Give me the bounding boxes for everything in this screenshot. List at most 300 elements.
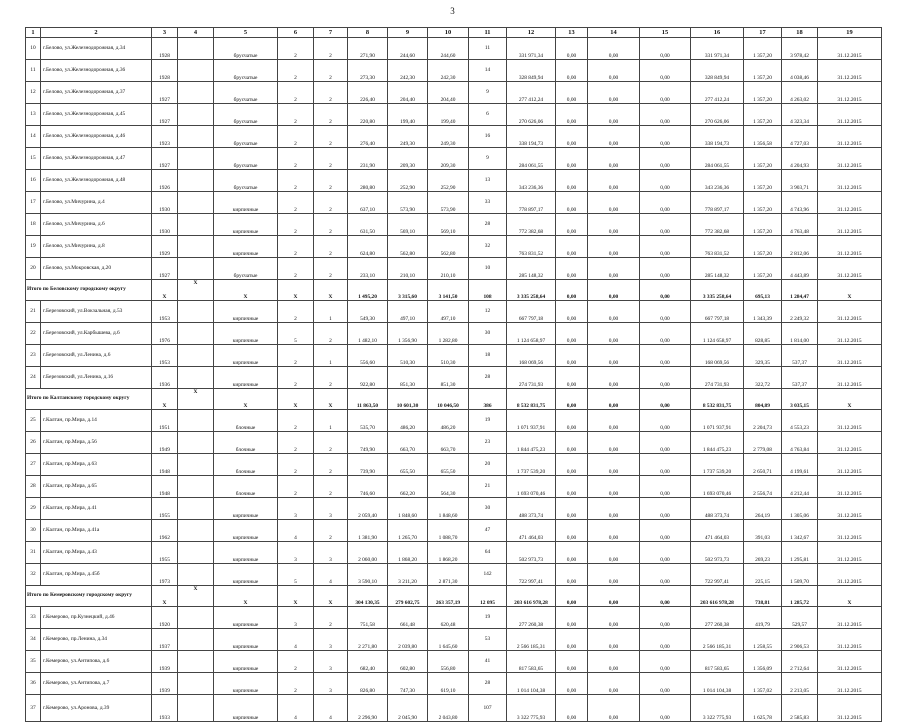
- address-cell: г.Белово, ул.Мичурина, д.6: [41, 214, 152, 236]
- table-row: [26, 258, 882, 280]
- table-cell: 252,90: [428, 170, 469, 192]
- table-cell: 1 071 937,91: [691, 410, 744, 432]
- table-cell: 2 213,05: [782, 673, 818, 695]
- table-cell: 210,10: [388, 258, 428, 280]
- table-cell: 695,13: [744, 280, 782, 301]
- table-cell: 3 315,60: [388, 280, 428, 301]
- table-cell: 2: [314, 520, 348, 542]
- table-cell: 0,00: [640, 586, 691, 607]
- table-cell: 2 712,64: [782, 651, 818, 673]
- table-cell: 4 199,61: [782, 454, 818, 476]
- table-cell: 0,00: [588, 389, 640, 410]
- table-cell: 2: [314, 323, 348, 345]
- table-cell: 5: [278, 323, 314, 345]
- table-cell: 619,10: [428, 673, 469, 695]
- table-cell: 33: [26, 607, 41, 629]
- table-cell: 31.12.2015: [818, 126, 882, 148]
- table-cell: 31.12.2015: [818, 432, 882, 454]
- table-cell: X: [214, 280, 278, 301]
- table-cell: 10 046,50: [428, 389, 469, 410]
- table-cell: 209,30: [428, 148, 469, 170]
- table-cell: 204,40: [428, 82, 469, 104]
- table-cell: 1953: [152, 345, 178, 367]
- table-cell: 0,00: [640, 345, 691, 367]
- table-cell: 471 464,03: [507, 520, 556, 542]
- table-cell: 0,00: [588, 476, 640, 498]
- table-cell: 4 443,89: [782, 258, 818, 280]
- table-cell: 285 148,32: [507, 258, 556, 280]
- table-row: [26, 345, 882, 367]
- table-cell: X: [818, 280, 882, 301]
- table-cell: 0,00: [640, 564, 691, 586]
- table-cell: 3 335 258,64: [691, 280, 744, 301]
- table-cell: 4: [314, 695, 348, 722]
- table-cell: 0,00: [588, 695, 640, 722]
- table-cell: 2: [278, 104, 314, 126]
- table-cell: 0,00: [556, 432, 588, 454]
- table-cell: 2 556,74: [744, 476, 782, 498]
- table-cell: 0,00: [556, 586, 588, 607]
- table-cell: 0,00: [556, 476, 588, 498]
- table-row: [26, 454, 882, 476]
- table-cell: 0,00: [640, 410, 691, 432]
- table-row: [26, 607, 882, 629]
- column-header: 2: [41, 28, 152, 38]
- table-cell: 0,00: [640, 607, 691, 629]
- table-cell: 11: [469, 38, 507, 60]
- table-cell: 31.12.2015: [818, 258, 882, 280]
- table-row: [26, 323, 882, 345]
- page-number: 3: [450, 6, 455, 16]
- address-cell: г.Белово, ул.Мичурина, д.4: [41, 192, 152, 214]
- table-cell: 4 204,93: [782, 148, 818, 170]
- table-cell: 2: [314, 170, 348, 192]
- table-row: [26, 520, 882, 542]
- table-cell: 0,00: [588, 607, 640, 629]
- table-cell: 0,00: [588, 542, 640, 564]
- table-cell: 249,30: [388, 126, 428, 148]
- table-cell: 763 831,52: [507, 236, 556, 258]
- table-cell: 486,20: [388, 410, 428, 432]
- table-cell: 244,60: [428, 38, 469, 60]
- table-cell: 1 693 070,46: [691, 476, 744, 498]
- table-cell: 277 260,38: [691, 607, 744, 629]
- table-cell: 273,30: [348, 60, 388, 82]
- table-row: [26, 410, 882, 432]
- table-cell: 556,80: [428, 651, 469, 673]
- table-cell: 662,20: [388, 476, 428, 498]
- table-cell: 0,00: [556, 192, 588, 214]
- table-cell: 602,80: [388, 651, 428, 673]
- table-cell: 556,60: [348, 345, 388, 367]
- table-cell: 722 997,41: [691, 564, 744, 586]
- table-cell: 2: [314, 258, 348, 280]
- address-cell: г.Кемерово, ул.Ароновa, д.39: [41, 695, 152, 722]
- column-header: 16: [691, 28, 744, 38]
- table-cell: 0,00: [588, 301, 640, 323]
- table-cell: 1 645,60: [428, 629, 469, 651]
- table-cell: 0,00: [556, 126, 588, 148]
- table-cell: 31.12.2015: [818, 629, 882, 651]
- table-cell: 0,00: [588, 170, 640, 192]
- table-cell: 322,72: [744, 367, 782, 389]
- table-cell: 4 553,23: [782, 410, 818, 432]
- table-cell: 1 844 475,23: [507, 432, 556, 454]
- table-row: [26, 301, 882, 323]
- table-cell: 2: [278, 214, 314, 236]
- column-header: 9: [388, 28, 428, 38]
- table-cell: 0,00: [640, 258, 691, 280]
- table-cell: 1 814,00: [782, 323, 818, 345]
- table-cell: 270 626,06: [507, 104, 556, 126]
- table-cell: 328 849,94: [507, 60, 556, 82]
- table-cell: 1: [314, 301, 348, 323]
- table-cell: 3 322 775,93: [507, 695, 556, 722]
- table-cell: 0,00: [556, 454, 588, 476]
- table-cell: 1949: [152, 432, 178, 454]
- table-cell: 210,10: [428, 258, 469, 280]
- table-cell: 0,00: [556, 542, 588, 564]
- table-cell: 2 566 185,31: [507, 629, 556, 651]
- table-cell: 1 356,09: [744, 651, 782, 673]
- table-cell: 0,00: [640, 82, 691, 104]
- address-cell: г.Кемерово, ул.Антипова, д.6: [41, 651, 152, 673]
- table-cell: 31.12.2015: [818, 607, 882, 629]
- table-cell: 31: [26, 542, 41, 564]
- table-cell: 2 812,06: [782, 236, 818, 258]
- table-cell: 562,80: [388, 236, 428, 258]
- table-cell: 1 357,02: [744, 673, 782, 695]
- table-cell: 2 039,80: [388, 629, 428, 651]
- table-cell: 28: [469, 214, 507, 236]
- address-cell: г.Белово, ул.Железнодорожная, д.34: [41, 38, 152, 60]
- table-row: [26, 192, 882, 214]
- table-cell: 1962: [152, 520, 178, 542]
- address-cell: г.Калтан, пр.Мира, д.63: [41, 454, 152, 476]
- table-cell: 31.12.2015: [818, 476, 882, 498]
- table-cell: 304 130,35: [348, 586, 388, 607]
- table-cell: 285 148,32: [691, 258, 744, 280]
- table-cell: 19: [26, 236, 41, 258]
- table-cell: 0,00: [588, 520, 640, 542]
- table-cell: 2: [314, 192, 348, 214]
- table-cell: 1928: [152, 60, 178, 82]
- table-cell: 0,00: [588, 432, 640, 454]
- table-cell: [178, 323, 214, 345]
- address-cell: г.Белово, ул.Железнодорожная, д.47: [41, 148, 152, 170]
- table-cell: 569,10: [388, 214, 428, 236]
- table-cell: брусчатые: [214, 104, 278, 126]
- table-cell: 502 973,73: [507, 542, 556, 564]
- column-header: 13: [556, 28, 588, 38]
- table-cell: 4 727,03: [782, 126, 818, 148]
- table-cell: X: [152, 586, 178, 607]
- table-cell: 53: [469, 629, 507, 651]
- table-cell: 0,00: [588, 629, 640, 651]
- table-row: [26, 432, 882, 454]
- table-cell: 1 509,70: [782, 564, 818, 586]
- table-cell: 738,81: [744, 586, 782, 607]
- address-cell: г.Березовский, ул.Вокзальная, д.53: [41, 301, 152, 323]
- table-cell: 28: [469, 673, 507, 695]
- table-cell: 851,30: [388, 367, 428, 389]
- table-cell: 19: [469, 410, 507, 432]
- table-cell: 1 844 475,23: [691, 432, 744, 454]
- table-cell: 0,00: [556, 170, 588, 192]
- table-cell: 1948: [152, 476, 178, 498]
- table-cell: 1939: [152, 651, 178, 673]
- table-cell: 1 482,10: [348, 323, 388, 345]
- table-cell: 1936: [152, 367, 178, 389]
- table-cell: 510,30: [428, 345, 469, 367]
- table-cell: 4 263,02: [782, 82, 818, 104]
- table-cell: 2: [278, 454, 314, 476]
- table-cell: 1 737 539,20: [691, 454, 744, 476]
- table-cell: 0,00: [588, 367, 640, 389]
- column-header: 10: [428, 28, 469, 38]
- table-row: [26, 60, 882, 82]
- table-cell: 12: [469, 301, 507, 323]
- table-cell: 19: [469, 607, 507, 629]
- table-cell: [178, 126, 214, 148]
- table-cell: 0,00: [588, 564, 640, 586]
- table-cell: кирпичные: [214, 323, 278, 345]
- table-cell: кирпичные: [214, 695, 278, 722]
- table-cell: 41: [469, 651, 507, 673]
- table-cell: 1 737 539,20: [507, 454, 556, 476]
- table-cell: 31.12.2015: [818, 564, 882, 586]
- table-cell: 0,00: [556, 629, 588, 651]
- table-cell: 31.12.2015: [818, 673, 882, 695]
- table-cell: 0,00: [588, 104, 640, 126]
- table-cell: [178, 236, 214, 258]
- table-cell: 338 194,73: [691, 126, 744, 148]
- table-cell: 0,00: [640, 432, 691, 454]
- table-cell: 1976: [152, 323, 178, 345]
- table-cell: 419,79: [744, 607, 782, 629]
- table-cell: кирпичные: [214, 214, 278, 236]
- table-cell: кирпичные: [214, 301, 278, 323]
- table-cell: 242,30: [388, 60, 428, 82]
- table-cell: 2: [278, 60, 314, 82]
- address-cell: г.Белово, ул.Железнодорожная, д.37: [41, 82, 152, 104]
- table-cell: 1 265,70: [388, 520, 428, 542]
- table-cell: 0,00: [640, 301, 691, 323]
- table-cell: 328 849,94: [691, 60, 744, 82]
- table-cell: 3: [278, 498, 314, 520]
- table-cell: 0,00: [556, 323, 588, 345]
- column-header: 11: [469, 28, 507, 38]
- table-cell: 0,00: [588, 410, 640, 432]
- table-cell: 0,00: [556, 236, 588, 258]
- table-row: [26, 126, 882, 148]
- table-cell: 624,80: [348, 236, 388, 258]
- table-cell: 0,00: [640, 673, 691, 695]
- table-cell: 535,70: [348, 410, 388, 432]
- table-cell: 1923: [152, 126, 178, 148]
- table-cell: 3 978,42: [782, 38, 818, 60]
- table-cell: 271,90: [348, 38, 388, 60]
- table-cell: 2: [278, 148, 314, 170]
- table-cell: 1 357,20: [744, 60, 782, 82]
- address-cell: г.Кемерово, ул.Антипова, д.7: [41, 673, 152, 695]
- table-cell: кирпичные: [214, 673, 278, 695]
- column-header: 15: [640, 28, 691, 38]
- table-cell: 31.12.2015: [818, 192, 882, 214]
- table-cell: X: [178, 586, 214, 607]
- table-cell: 279 602,75: [388, 586, 428, 607]
- table-cell: 1 014 104,38: [507, 673, 556, 695]
- table-cell: 2: [278, 432, 314, 454]
- column-number-header: [26, 28, 882, 38]
- table-cell: 168 069,56: [507, 345, 556, 367]
- table-cell: 1 071 937,91: [507, 410, 556, 432]
- table-cell: 32: [469, 236, 507, 258]
- table-cell: 0,00: [556, 148, 588, 170]
- table-cell: 0,00: [556, 38, 588, 60]
- table-cell: 1939: [152, 673, 178, 695]
- table-cell: 562,80: [428, 236, 469, 258]
- subtotal-row: [26, 389, 882, 410]
- table-cell: [178, 498, 214, 520]
- table-cell: 20: [26, 258, 41, 280]
- table-cell: 1 356,90: [388, 323, 428, 345]
- table-cell: [178, 410, 214, 432]
- table-cell: 284 061,55: [507, 148, 556, 170]
- table-cell: 31.12.2015: [818, 301, 882, 323]
- table-cell: X: [314, 389, 348, 410]
- table-cell: 2 059,40: [348, 498, 388, 520]
- table-cell: 14: [469, 60, 507, 82]
- table-cell: 4: [278, 629, 314, 651]
- table-cell: 0,00: [640, 236, 691, 258]
- address-cell: г.Белово, ул.Мичурина, д.8: [41, 236, 152, 258]
- table-cell: 0,00: [556, 60, 588, 82]
- table-cell: 0,00: [640, 542, 691, 564]
- table-cell: 3 590,10: [348, 564, 388, 586]
- table-cell: [178, 82, 214, 104]
- table-cell: X: [314, 280, 348, 301]
- table-cell: X: [278, 280, 314, 301]
- table-cell: 2 043,80: [428, 695, 469, 722]
- table-cell: 3: [314, 498, 348, 520]
- table-cell: 0,00: [640, 367, 691, 389]
- table-cell: 0,00: [588, 586, 640, 607]
- table-cell: 30: [26, 520, 41, 542]
- table-cell: 1 357,20: [744, 148, 782, 170]
- table-cell: 34: [26, 629, 41, 651]
- table-cell: кирпичные: [214, 542, 278, 564]
- table-cell: 663,70: [388, 432, 428, 454]
- table-cell: 0,00: [588, 651, 640, 673]
- table-cell: 510,30: [388, 345, 428, 367]
- table-cell: 1 014 104,38: [691, 673, 744, 695]
- column-header: 3: [152, 28, 178, 38]
- column-header: 5: [214, 28, 278, 38]
- table-cell: 4 212,44: [782, 476, 818, 498]
- table-cell: блочные: [214, 476, 278, 498]
- table-cell: 8 532 831,75: [507, 389, 556, 410]
- table-cell: 16: [469, 126, 507, 148]
- table-cell: 23: [26, 345, 41, 367]
- table-cell: 168 069,56: [691, 345, 744, 367]
- table-cell: 4 763,48: [782, 214, 818, 236]
- table-cell: 2: [314, 38, 348, 60]
- table-cell: 751,58: [348, 607, 388, 629]
- table-row: [26, 651, 882, 673]
- table-cell: 804,89: [744, 389, 782, 410]
- table-cell: 828,85: [744, 323, 782, 345]
- table-cell: 1927: [152, 258, 178, 280]
- table-cell: 2: [314, 104, 348, 126]
- table-cell: 471 464,03: [691, 520, 744, 542]
- table-cell: 17: [26, 192, 41, 214]
- table-cell: 2: [278, 38, 314, 60]
- table-cell: 0,00: [588, 60, 640, 82]
- table-cell: 209,30: [388, 148, 428, 170]
- table-cell: 13: [469, 170, 507, 192]
- table-cell: 1 357,20: [744, 258, 782, 280]
- table-cell: 0,00: [588, 236, 640, 258]
- table-cell: 1 357,20: [744, 192, 782, 214]
- table-cell: 4 323,34: [782, 104, 818, 126]
- table-cell: X: [278, 389, 314, 410]
- table-cell: X: [152, 280, 178, 301]
- table-cell: брусчатые: [214, 38, 278, 60]
- table-cell: 0,00: [556, 345, 588, 367]
- table-cell: 33: [469, 192, 507, 214]
- table-cell: 31.12.2015: [818, 170, 882, 192]
- table-cell: 3: [314, 673, 348, 695]
- table-cell: 1 693 070,46: [507, 476, 556, 498]
- column-header: 4: [178, 28, 214, 38]
- table-cell: 2: [278, 651, 314, 673]
- table-cell: 663,70: [428, 432, 469, 454]
- table-cell: 2 271,80: [348, 629, 388, 651]
- table-cell: 747,30: [388, 673, 428, 695]
- table-cell: 2: [314, 60, 348, 82]
- table-cell: 2: [278, 367, 314, 389]
- table-cell: [178, 214, 214, 236]
- address-cell: г.Калтан, пр.Мира, д.65: [41, 476, 152, 498]
- table-cell: 0,00: [640, 520, 691, 542]
- table-cell: брусчатые: [214, 126, 278, 148]
- table-cell: 2 249,32: [782, 301, 818, 323]
- table-cell: 21: [26, 301, 41, 323]
- table-cell: 2: [314, 367, 348, 389]
- table-cell: X: [178, 389, 214, 410]
- table-cell: 0,00: [640, 651, 691, 673]
- table-cell: 739,90: [348, 454, 388, 476]
- table-cell: 47: [469, 520, 507, 542]
- table-cell: 20: [469, 454, 507, 476]
- table-row: [26, 695, 882, 722]
- table-cell: 1951: [152, 410, 178, 432]
- table-row: [26, 104, 882, 126]
- table-cell: 0,00: [588, 148, 640, 170]
- table-cell: 0,00: [640, 60, 691, 82]
- table-cell: 0,00: [556, 695, 588, 722]
- table-cell: 1 357,20: [744, 104, 782, 126]
- table-cell: X: [278, 586, 314, 607]
- table-cell: 3: [314, 542, 348, 564]
- table-cell: 1929: [152, 236, 178, 258]
- table-cell: 9: [469, 148, 507, 170]
- table-cell: кирпичные: [214, 345, 278, 367]
- table-cell: 722 997,41: [507, 564, 556, 586]
- table-cell: 31.12.2015: [818, 236, 882, 258]
- table-row: [26, 170, 882, 192]
